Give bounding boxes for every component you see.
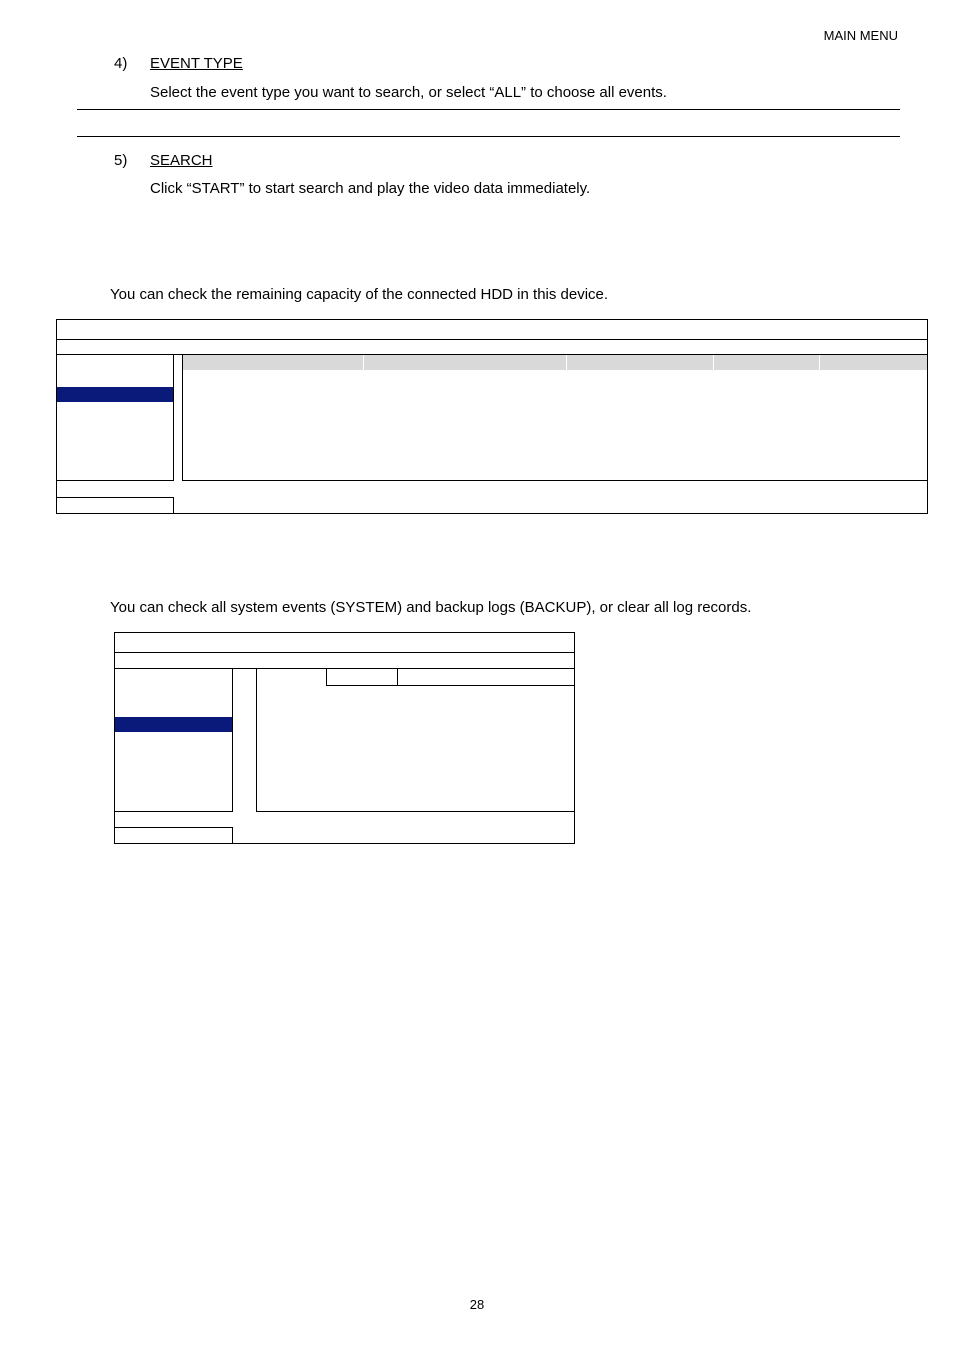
side-menu-item-selected[interactable]: [115, 717, 232, 732]
log-panel: [256, 668, 575, 812]
hdd-info-intro: You can check the remaining capacity of the connected HDD in this device.: [110, 286, 609, 303]
title-bar-divider: [56, 339, 928, 340]
hdd-table-header: [183, 355, 927, 370]
item-number: 5): [114, 152, 128, 169]
page-number: 28: [469, 1297, 485, 1312]
event-log-screen: [114, 632, 575, 844]
bottom-bar-divider: [114, 827, 233, 828]
item-description: Select the event type you want to search, or select “ALL” to choose all events.: [150, 84, 667, 101]
item-description: Click “START” to start search and play the video data immediately.: [150, 180, 591, 197]
bottom-bar-divider: [56, 497, 174, 498]
bottom-bar-divider: [173, 497, 174, 514]
divider: [77, 136, 900, 137]
bottom-bar-divider: [232, 827, 233, 844]
title-bar-divider: [114, 652, 575, 653]
event-log-intro: You can check all system events (SYSTEM) and backup logs (BACKUP), or clear all log records.: [110, 599, 752, 616]
column-separator: [819, 355, 820, 370]
tab-baseline: [398, 685, 575, 686]
hdd-table-panel: [182, 354, 928, 481]
column-separator: [566, 355, 567, 370]
side-menu: [114, 668, 233, 812]
hdd-info-screen: [56, 319, 928, 514]
item-number: 4): [114, 55, 128, 72]
side-menu: [56, 354, 174, 481]
log-tab[interactable]: [326, 668, 398, 686]
divider: [77, 109, 900, 110]
side-menu-item-selected[interactable]: [57, 387, 173, 402]
item-title: SEARCH: [150, 152, 213, 169]
section-header: MAIN MENU: [823, 28, 898, 43]
column-separator: [713, 355, 714, 370]
column-separator: [363, 355, 364, 370]
item-title: EVENT TYPE: [150, 55, 243, 72]
